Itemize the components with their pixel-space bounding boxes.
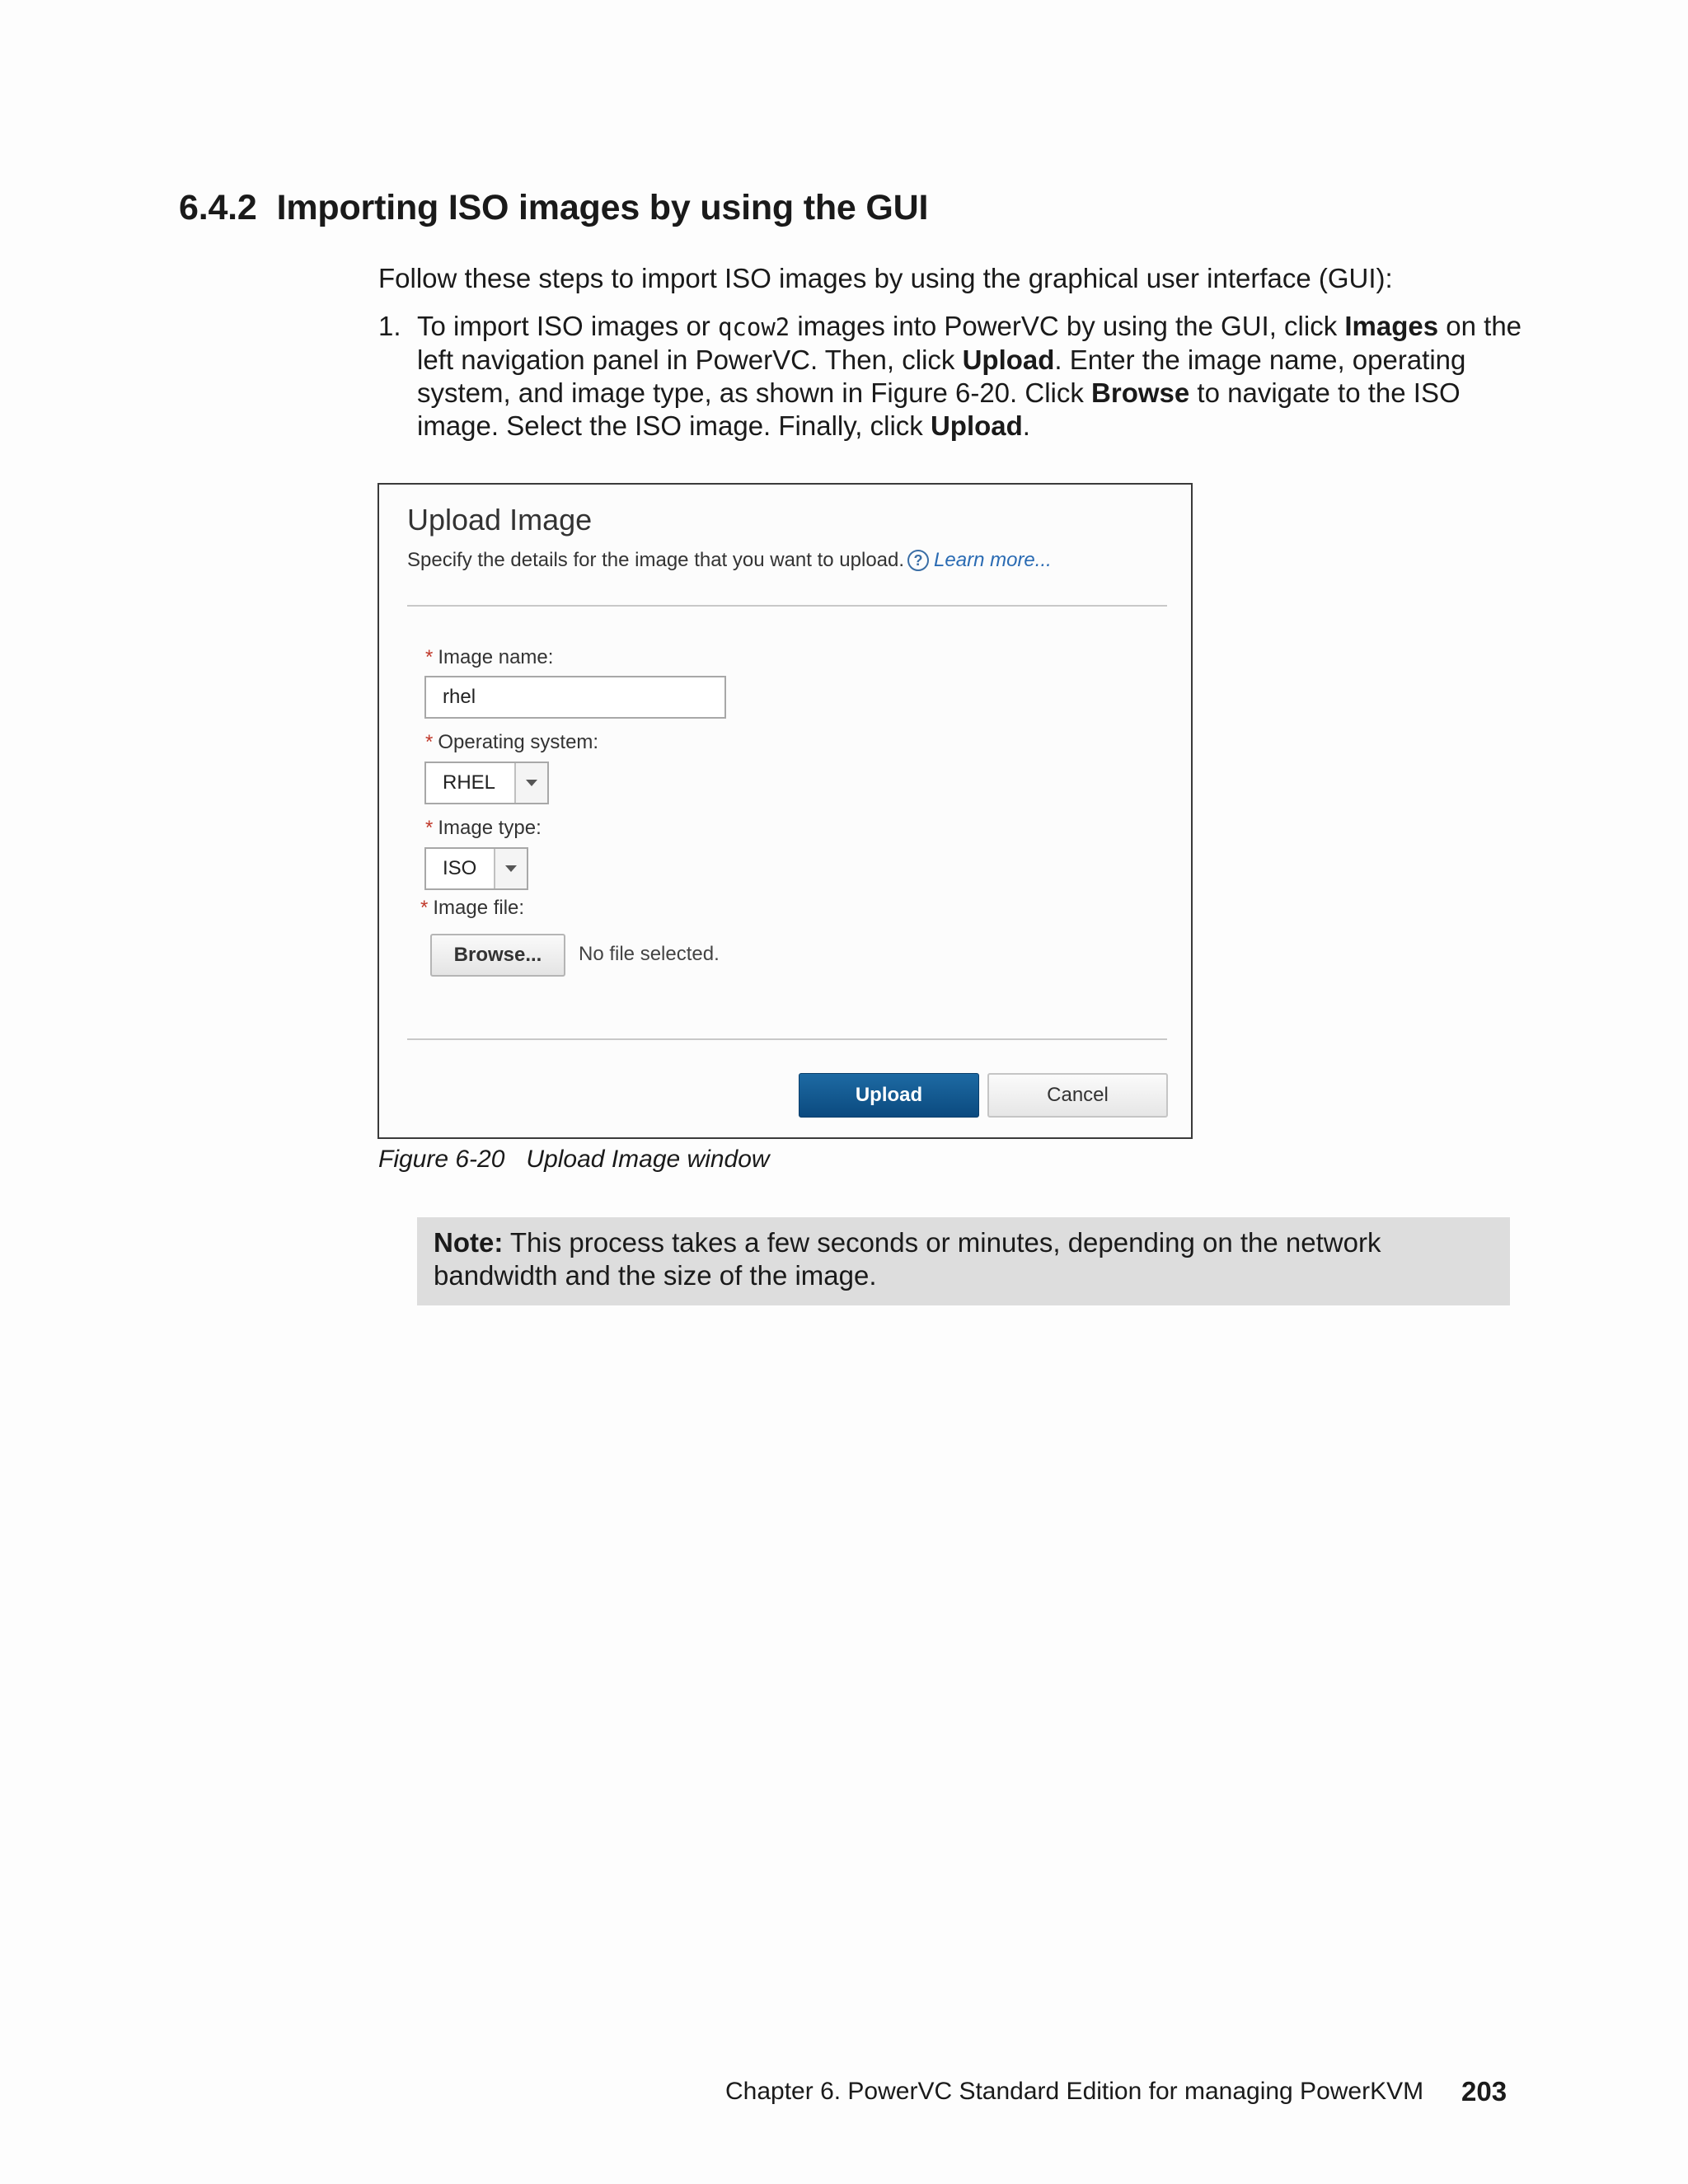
step-text: To import ISO images or	[417, 311, 718, 341]
section-number: 6.4.2	[179, 188, 257, 227]
step-text: images into PowerVC by using the GUI, click	[790, 311, 1345, 341]
note-label: Note:	[434, 1227, 504, 1258]
image-name-label-text: Image name:	[438, 646, 554, 668]
divider-bottom	[407, 1038, 1167, 1040]
dialog-subtitle	[407, 549, 1052, 572]
dialog-title: Upload Image	[407, 503, 593, 537]
image-type-value: ISO	[443, 857, 477, 879]
chevron-down-icon[interactable]	[494, 849, 527, 888]
os-label	[425, 731, 598, 754]
os-select-value: RHEL	[443, 771, 496, 794]
no-file-selected-text: No file selected.	[579, 943, 720, 965]
section-heading	[179, 188, 928, 228]
cancel-button[interactable]: Cancel	[987, 1073, 1168, 1118]
required-marker: *	[425, 646, 434, 668]
note-text: This process takes a few seconds or minutes, depending on the network bandwidth and the size of the image.	[434, 1227, 1381, 1291]
type-label	[425, 817, 542, 840]
bold-browse: Browse	[1091, 377, 1190, 408]
figure-caption	[378, 1146, 770, 1174]
section-title: Importing ISO images by using the GUI	[276, 188, 929, 227]
chevron-down-icon[interactable]	[514, 763, 547, 803]
code-qcow2: qcow2	[717, 313, 790, 341]
required-marker: *	[425, 817, 434, 839]
step-marker: 1.	[378, 311, 401, 341]
bold-upload: Upload	[962, 344, 1055, 375]
required-marker: *	[425, 731, 434, 753]
step-text: on the left navigation panel in PowerVC. Then, click	[417, 311, 1522, 375]
image-type-select[interactable]	[424, 847, 528, 890]
intro-paragraph: Follow these steps to import ISO images by using the graphical user interface (GUI):	[378, 263, 1393, 293]
upload-button[interactable]: Upload	[799, 1073, 979, 1118]
bold-upload-2: Upload	[930, 410, 1023, 441]
learn-more-link[interactable]: Learn more...	[934, 549, 1052, 571]
image-name-label	[425, 646, 553, 669]
figure-label: Figure 6-20	[378, 1146, 505, 1173]
figure-caption-text: Upload Image window	[526, 1146, 770, 1173]
os-select[interactable]	[424, 762, 549, 804]
upload-image-dialog	[377, 483, 1193, 1139]
step-1	[378, 310, 1532, 443]
type-label-text: Image type:	[438, 817, 542, 839]
page-number: 203	[1461, 2076, 1507, 2107]
help-icon[interactable]: ?	[907, 550, 929, 571]
image-name-input[interactable]: rhel	[424, 676, 726, 719]
browse-button[interactable]: Browse...	[430, 934, 565, 977]
image-file-label	[420, 897, 524, 920]
required-marker: *	[420, 897, 429, 919]
divider-top	[407, 605, 1167, 607]
os-label-text: Operating system:	[438, 731, 599, 753]
step-text: .	[1022, 410, 1030, 441]
image-file-label-text: Image file:	[433, 897, 525, 919]
note-box	[417, 1217, 1510, 1305]
bold-images: Images	[1344, 311, 1439, 341]
step-text: . Enter the image name, operating system, and image type, as shown in Figure 6-20. Click	[417, 344, 1466, 408]
dialog-subtitle-text: Specify the details for the image that you want to upload.	[407, 549, 905, 571]
step-1-text	[417, 310, 1530, 443]
step-text: to navigate to the ISO image. Select the ISO image. Finally, click	[417, 377, 1461, 441]
footer-chapter: Chapter 6. PowerVC Standard Edition for managing PowerKVM	[725, 2078, 1424, 2105]
